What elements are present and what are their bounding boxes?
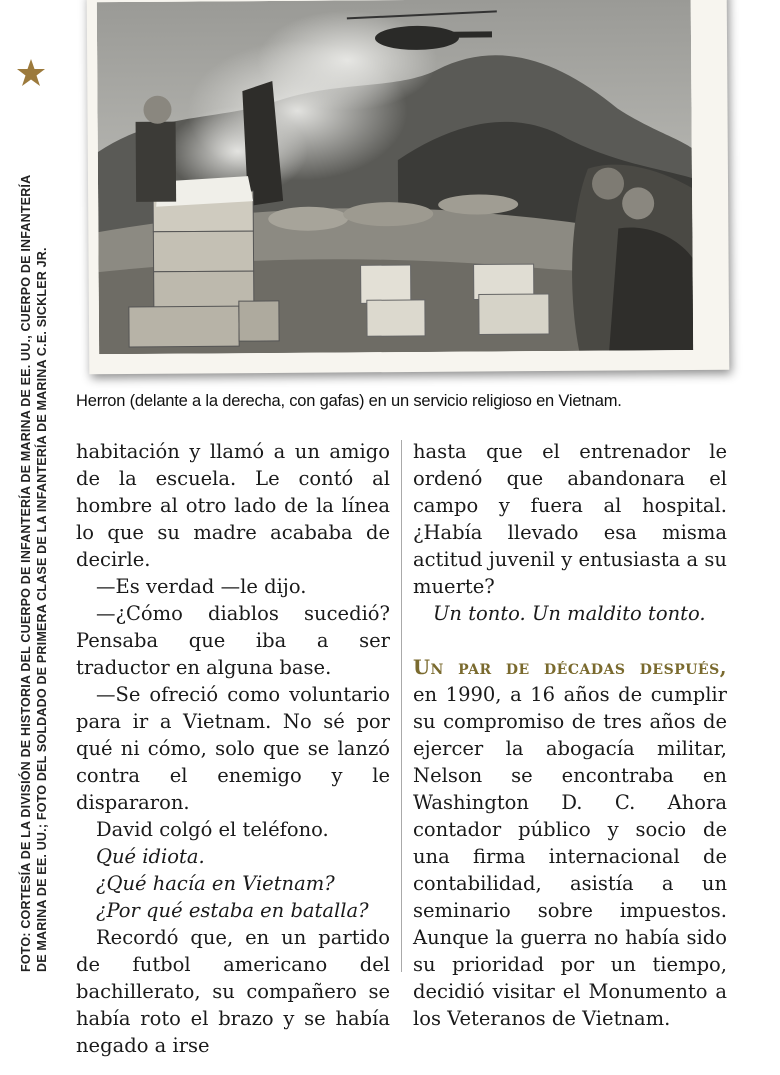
photo-credit-line-2: DE MARINA DE EE. UU.; FOTO DEL SOLDADO DE PRIMERA CLASE DE LA INFANTERÍA DE MARINA C.E. SICKLER JR. [35,247,49,972]
section-lead: Un par de décadas después, [413,656,727,679]
right-italic-1: Un tonto. Un maldito tonto. [433,602,706,625]
left-italic-1: Qué idiota. [96,845,205,868]
right-paragraph-2 [413,654,727,1032]
left-paragraph-6: Recordó que, en un partido de futbol americano del bachillerato, su compañero se había roto el brazo y se había negado a irse [76,926,390,1057]
right-paragraph-2-text: en 1990, a 16 años de cumplir su compromiso de tres años de ejercer la abogacía militar, Nelson se encontraba en Washington D. C. Ahora contador público y socio de una firma internacional de contabilidad, asistía a un seminario sobre impuestos. Aunque la guerra no había sido su prioridad por un tiempo, decidió visitar el Monumento a los Veteranos de Vietnam. [413,683,727,1030]
left-paragraph-2: —Es verdad —le dijo. [96,575,307,598]
right-column [413,438,727,1032]
left-paragraph-1: habitación y llamó a un amigo de la escuela. Le contó al hombre al otro lado de la línea lo que su madre acababa de decirle. [76,440,390,571]
left-column [76,438,390,1059]
right-paragraph-1: hasta que el entrenador le ordenó que abandonara el campo y fuera al hospital. ¿Había llevado esa misma actitud juvenil y entusiasta a su muerte? [413,440,727,598]
left-italic-2: ¿Qué hacía en Vietnam? [96,872,335,895]
left-paragraph-5: David colgó el teléfono. [96,818,329,841]
vietnam-service-photo [97,0,693,354]
star-icon [16,58,46,88]
photo-credit-line-1: FOTO: CORTESÍA DE LA DIVISIÓN DE HISTORIA DEL CUERPO DE INFANTERÍA DE MARINA DE EE. UU., CUERPO DE INFANTERÍA [19,174,33,972]
left-italic-3: ¿Por qué estaba en batalla? [96,899,369,922]
photo-frame [87,0,730,374]
photo-caption: Herron (delante a la derecha, con gafas) en un servicio religioso en Vietnam. [76,392,622,410]
photo-credit [18,152,50,972]
left-paragraph-4: —Se ofreció como voluntario para ir a Vietnam. No sé por qué ni cómo, solo que se lanzó contra el enemigo y le dispararon. [76,683,390,814]
column-divider [401,440,402,972]
left-paragraph-3: —¿Cómo diablos sucedió? Pensaba que iba a ser traductor en alguna base. [76,602,390,679]
